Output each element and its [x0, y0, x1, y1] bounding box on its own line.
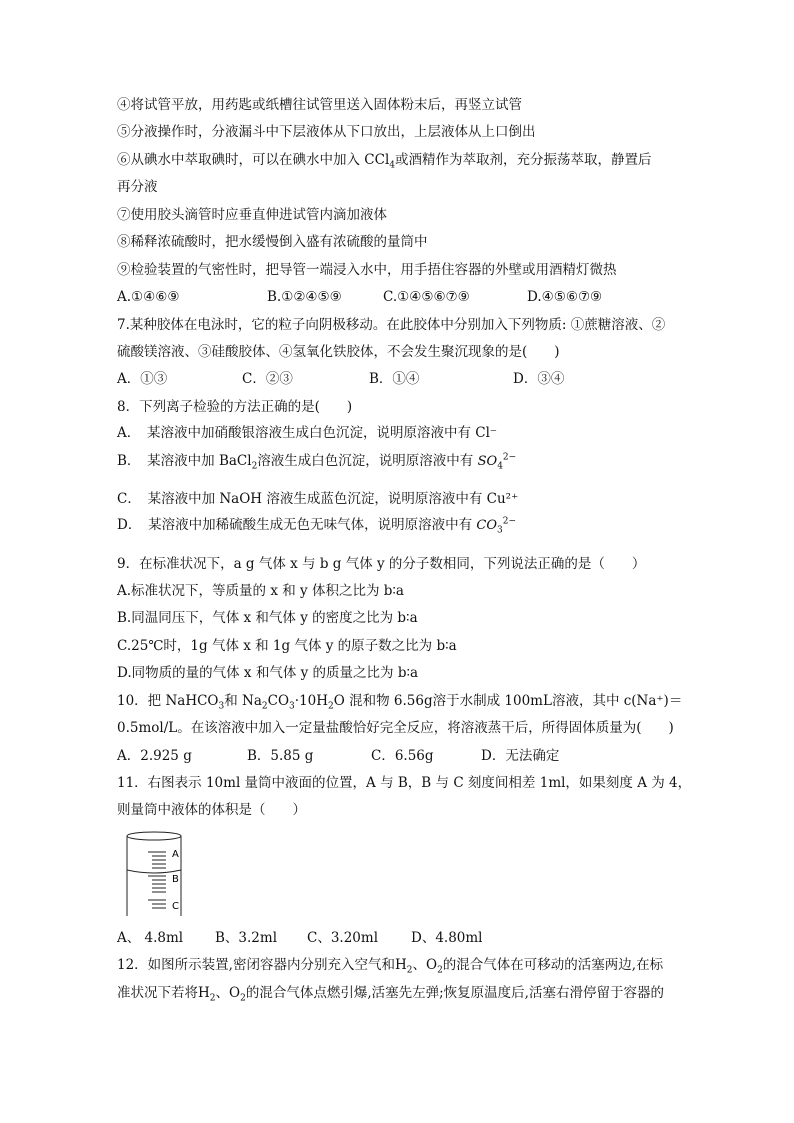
q7-option-c: C．②③	[242, 371, 293, 387]
q10-option-c: C．6.56g	[371, 748, 434, 764]
q7-option-b: B．①④	[369, 371, 420, 387]
item-4: ④将试管平放，用药匙或纸槽往试管里送入固体粉末后，再竖立试管	[117, 97, 522, 113]
graduation-marks	[148, 852, 166, 908]
q9-option-d: D.同物质的量的气体 x 和气体 y 的质量之比为 b∶a	[117, 665, 419, 681]
liquid-meniscus	[127, 870, 181, 873]
q8-stem: 8．下列离子检验的方法正确的是( )	[117, 399, 353, 415]
q11-option-a: A、 4.8ml	[117, 930, 184, 946]
q9-stem: 9．在标准状况下，a g 气体 x 与 b g 气体 y 的分子数相同，下列说法正确的是（ ）	[117, 556, 646, 572]
item-5: ⑤分液操作时，分液漏斗中下层液体从下口放出，上层液体从上口倒出	[117, 124, 536, 140]
q8-option-c: C． 某溶液中加 NaOH 溶液生成蓝色沉淀，说明原溶液中有 Cu²⁺	[117, 491, 519, 507]
q11-option-c: C、3.20ml	[307, 930, 379, 946]
q6-option-d: D.④⑤⑥⑦⑨	[527, 289, 603, 305]
item-7: ⑦使用胶头滴管时应垂直伸进试管内滴加液体	[117, 207, 387, 223]
q12-stem-1: 12．如图所示装置,密闭容器内分别充入空气和$H_2$、$O_2$的混合气体在可移动的活塞两边,在标	[117, 957, 664, 976]
item-6-cont: 再分液	[117, 179, 158, 195]
q6-option-b: B.①②④⑤⑨	[267, 289, 342, 305]
q7-stem-2: 硫酸镁溶液、③硅酸胶体、④氢氧化铁胶体，不会发生聚沉现象的是( )	[117, 344, 560, 360]
q9-option-b: B.同温同压下，气体 x 和气体 y 的密度之比为 b∶a	[117, 610, 418, 626]
q7-option-a: A．①③	[117, 371, 168, 387]
q6-option-c: C.①④⑤⑥⑦⑨	[383, 289, 470, 305]
q10-stem-2: 0.5mol/L。在该溶液中加入一定量盐酸恰好完全反应，将溶液蒸干后，所得固体质量为( )	[117, 720, 674, 736]
q6-option-a: A.①④⑥⑨	[117, 289, 180, 305]
item-8: ⑧稀释浓硫酸时，把水缓慢倒入盛有浓硫酸的量筒中	[117, 234, 428, 250]
q11-option-b: B、3.2ml	[215, 930, 278, 946]
mark-label-a: A	[172, 849, 179, 860]
q11-stem-1: 11．右图表示 10ml 量筒中液面的位置，A 与 B，B 与 C 刻度间相差 1ml，如果刻度 A 为 4，	[117, 775, 692, 791]
q11-option-d: D、4.80ml	[411, 930, 483, 946]
q8-option-a: A． 某溶液中加硝酸银溶液生成白色沉淀，说明原溶液中有 Cl⁻	[117, 425, 498, 441]
item-9: ⑨检验装置的气密性时，把导管一端浸入水中，用手捂住容器的外壁或用酒精灯微热	[117, 262, 617, 278]
q9-option-a: A.标准状况下，等质量的 x 和 y 体积之比为 b∶a	[117, 583, 404, 599]
q11-stem-2: 则量筒中液体的体积是（ ）	[117, 802, 306, 818]
q10-option-a: A．2.925 g	[117, 748, 192, 764]
q9-option-c: C.25℃时，1g 气体 x 和 1g 气体 y 的原子数之比为 b∶a	[117, 638, 457, 654]
mark-label-b: B	[172, 874, 179, 885]
graduated-cylinder-figure	[122, 830, 194, 920]
q8-option-d: D． 某溶液中加稀硫酸生成无色无味气体，说明原溶液中有 $CO_3^{2-}$	[117, 516, 516, 536]
sulfate-ion: $SO_4^{2-}$	[477, 452, 517, 472]
q10-option-b: B．5.85 g	[247, 748, 314, 764]
q10-stem-1: 10．把 NaHCO$_3$和 $Na_2CO_3\cdot 10H_2O$ 混和物 6.56g溶于水制成 100mL溶液，其中 c(Na⁺)＝	[117, 693, 683, 712]
q8-option-b: B． 某溶液中加 BaCl$_2$溶液生成白色沉淀，说明原溶液中有 $SO_4^{2-}$	[117, 452, 517, 472]
item-6: ⑥从碘水中萃取碘时，可以在碘水中加入 CCl$_4$或酒精作为萃取剂，充分振荡萃取，静置后	[117, 152, 652, 171]
q7-option-d: D．③④	[513, 371, 565, 387]
q10-option-d: D．无法确定	[481, 748, 560, 764]
cylinder-rim	[127, 832, 181, 840]
carbonate-ion: $CO_3^{2-}$	[476, 516, 516, 536]
mark-label-c: C	[172, 901, 179, 912]
q12-stem-2: 准状况下若将$H_2$、$O_2$的混合气体点燃引爆,活塞先左弹;恢复原温度后,活塞右滑停留于容器的	[117, 985, 664, 1004]
q7-stem-1: 7.某种胶体在电泳时，它的粒子向阴极移动。在此胶体中分别加入下列物质: ①蔗糖溶液、②	[117, 317, 666, 333]
